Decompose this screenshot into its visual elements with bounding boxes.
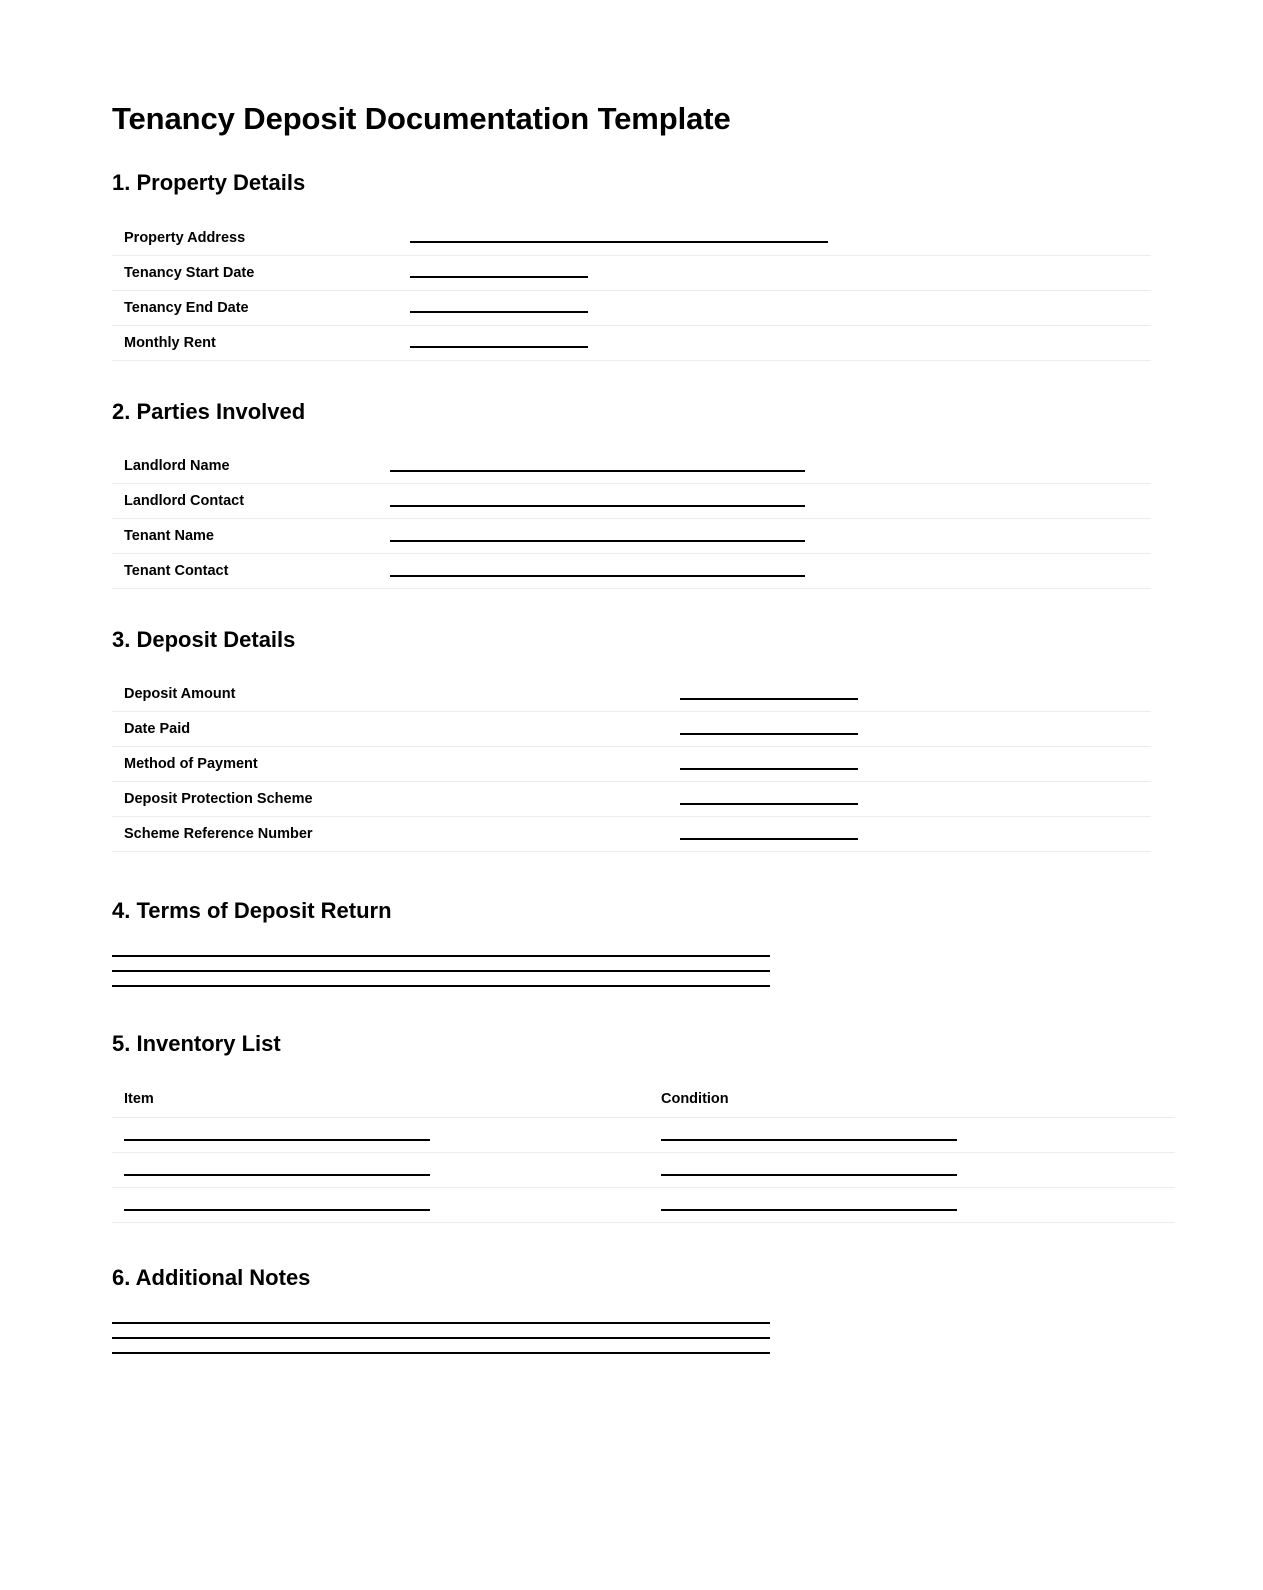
blank-rule [680,698,858,700]
inventory-list-table [112,1081,1175,1223]
blank-rule [680,803,858,805]
field-label-date-paid: Date Paid [124,721,191,738]
field-label-deposit-protection-scheme: Deposit Protection Scheme [124,791,313,808]
table-row [112,712,1151,747]
field-label-landlord-name: Landlord Name [124,457,230,474]
inventory-condition-input[interactable] [649,1118,1175,1153]
blank-rule [390,470,805,472]
field-input-landlord-name[interactable] [390,449,1151,484]
field-label-method-of-payment: Method of Payment [124,756,258,773]
field-input-tenant-name[interactable] [390,518,1151,553]
field-input-deposit-amount[interactable] [680,677,1151,712]
field-label-tenant-contact: Tenant Contact [124,562,229,579]
parties-involved-table [112,449,1151,589]
section-heading-deposit-details: 3. Deposit Details [112,626,296,652]
field-label-deposit-amount: Deposit Amount [124,686,236,703]
field-label-monthly-rent: Monthly Rent [124,334,216,351]
field-input-method-of-payment[interactable] [680,747,1151,782]
table-row [112,483,1151,518]
blank-rule [661,1139,957,1141]
table-row [112,325,1151,360]
terms-of-deposit-return-lines[interactable] [112,955,770,987]
blank-rule [680,768,858,770]
blank-rule [390,575,805,577]
column-header-condition: Condition [661,1091,729,1108]
document-content [112,100,1151,1354]
table-row [112,1188,1175,1223]
field-input-scheme-reference-number[interactable] [680,817,1151,852]
field-input-tenancy-start-date[interactable] [410,255,1151,290]
blank-rule [390,505,805,507]
additional-notes-lines[interactable] [112,1322,770,1354]
table-row [112,518,1151,553]
blank-rule [680,733,858,735]
blank-rule [661,1209,957,1211]
blank-rule [124,1209,430,1211]
blank-rule [410,276,588,278]
property-details-table [112,221,1151,361]
blank-rule [112,1322,770,1324]
field-label-tenancy-end-date: Tenancy End Date [124,299,249,316]
section-heading-property-details: 1. Property Details [112,170,306,196]
section-heading-terms-of-deposit-return: 4. Terms of Deposit Return [112,898,392,924]
inventory-item-input[interactable] [112,1188,649,1223]
field-input-tenancy-end-date[interactable] [410,290,1151,325]
table-row [112,817,1151,852]
blank-rule [112,1352,770,1354]
table-row [112,782,1151,817]
blank-rule [410,311,588,313]
blank-rule [661,1174,957,1176]
field-label-property-address: Property Address [124,229,246,246]
table-header-row [112,1081,1175,1118]
table-row [112,553,1151,588]
blank-rule [410,241,828,243]
section-heading-parties-involved: 2. Parties Involved [112,398,306,424]
blank-rule [124,1139,430,1141]
field-label-tenancy-start-date: Tenancy Start Date [124,264,255,281]
document-title: Tenancy Deposit Documentation Template [112,101,731,136]
blank-rule [410,346,588,348]
field-input-landlord-contact[interactable] [390,483,1151,518]
blank-rule [112,955,770,957]
table-row [112,747,1151,782]
inventory-condition-input[interactable] [649,1188,1175,1223]
section-heading-inventory-list: 5. Inventory List [112,1030,281,1056]
field-input-date-paid[interactable] [680,712,1151,747]
table-row [112,677,1151,712]
blank-rule [124,1174,430,1176]
table-row [112,449,1151,484]
blank-rule [680,838,858,840]
field-input-deposit-protection-scheme[interactable] [680,782,1151,817]
inventory-item-input[interactable] [112,1118,649,1153]
blank-rule [112,970,770,972]
blank-rule [112,1337,770,1339]
inventory-condition-input[interactable] [649,1153,1175,1188]
field-input-monthly-rent[interactable] [410,325,1151,360]
table-row [112,1153,1175,1188]
field-input-property-address[interactable] [410,221,1151,256]
field-input-tenant-contact[interactable] [390,553,1151,588]
table-row [112,255,1151,290]
table-row [112,221,1151,256]
blank-rule [390,540,805,542]
column-header-item: Item [124,1091,154,1108]
field-label-landlord-contact: Landlord Contact [124,492,245,509]
field-label-tenant-name: Tenant Name [124,527,214,544]
deposit-details-table [112,677,1151,852]
section-heading-additional-notes: 6. Additional Notes [112,1265,311,1291]
field-label-scheme-reference-number: Scheme Reference Number [124,826,313,843]
table-row [112,1118,1175,1153]
inventory-item-input[interactable] [112,1153,649,1188]
table-row [112,290,1151,325]
